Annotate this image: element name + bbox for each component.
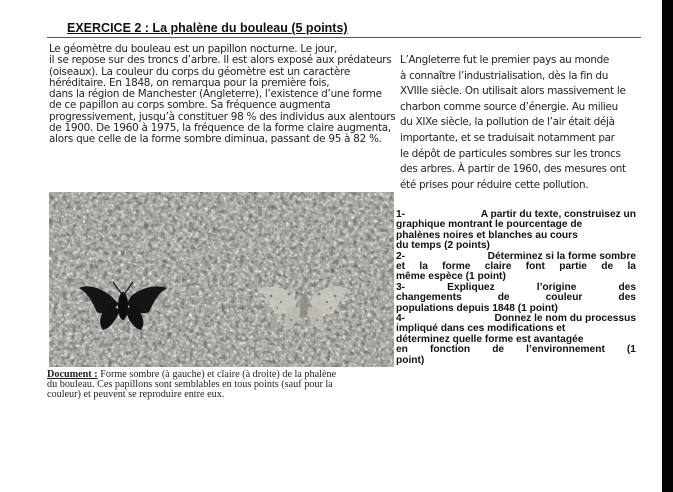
question-line: impliqué dans ces modifications et <box>396 323 566 335</box>
question-word: claire <box>484 261 512 273</box>
history-line: le dépôt de particules sombres sur les troncs <box>400 147 621 160</box>
question-word: partie <box>559 261 587 273</box>
caption-text-1: Forme sombre (à gauche) et claire (à droite) de la phalène <box>97 369 337 380</box>
question-word: forme <box>442 261 471 273</box>
question-line: même espèce (1 point) <box>396 271 506 283</box>
history-line: importante, et se traduisait notamment par <box>400 131 615 144</box>
question-word: 1- <box>396 209 406 220</box>
question-word: et <box>396 261 406 273</box>
question-word: Expliquez <box>447 281 495 293</box>
history-line: L’Angleterre fut le premier pays au monde <box>400 54 610 66</box>
question-word: Déterminez si la forme sombre <box>487 250 636 262</box>
bark-shadows <box>49 192 394 367</box>
question-line: graphique montrant le pourcentage de <box>396 219 583 231</box>
industrial-history-text <box>400 53 633 193</box>
question-line: déterminez quelle forme est avantagée <box>396 333 584 345</box>
intro-line: de ce papillon au corps sombre. Sa fréquence augmenta <box>49 99 331 112</box>
questions-list <box>396 210 636 366</box>
question-line: phalènes noires et blanches au cours <box>396 229 578 241</box>
question-2 <box>396 252 636 283</box>
history-line: du XIXe siècle, la pollution de l’air était déjà <box>400 116 615 129</box>
question-4 <box>396 314 636 366</box>
question-line: point) <box>396 354 425 366</box>
history-line: à connaître l’industrialisation, dès la fin du <box>400 69 608 82</box>
question-3 <box>396 283 636 314</box>
caption-line-2: du bouleau. Ces papillons sont semblables en tous points (sauf pour la <box>47 379 333 391</box>
question-word: la <box>419 261 428 273</box>
question-line <box>396 345 636 355</box>
history-line: des arbres. À partir de 1960, des mesures ont <box>400 163 626 176</box>
question-word: Donnez le nom du processus <box>494 313 636 325</box>
intro-line: progressivement, jusqu’à constituer 98 % des individus aux alentours <box>49 110 396 123</box>
question-word: A partir du texte, construisez un <box>480 209 636 220</box>
history-line: charbon comme source d’énergie. Au milieu <box>400 100 618 113</box>
right-edge-border <box>662 0 673 492</box>
question-word: de <box>497 292 510 304</box>
question-word: (1 <box>626 344 636 356</box>
intro-line: Le géomètre du bouleau est un papillon nocturne. Le jour, <box>49 43 338 55</box>
history-line: XVIIIe siècle. On utilisait alors massivement le <box>400 85 626 98</box>
question-word: l’environnement <box>526 344 605 356</box>
caption-line-3: couleur) et peuvent se reproduire entre eux. <box>47 389 225 401</box>
intro-text <box>49 44 394 146</box>
question-word: couleur <box>545 292 583 304</box>
question-word: fonction <box>429 344 471 356</box>
intro-line: héréditaire. En 1848, on remarqua pour la première fois, <box>49 76 330 89</box>
question-1 <box>396 210 636 252</box>
intro-line: dans la région de Manchester (Angleterre), l’existence d’une forme <box>49 88 382 101</box>
question-line: populations depuis 1848 (1 point) <box>396 302 558 314</box>
moth-photo <box>49 192 394 367</box>
intro-line: (oiseaux). La couleur du corps du géomètre est un caractère <box>49 65 350 78</box>
question-word: 4- <box>396 313 406 325</box>
question-word: l’origine <box>536 281 577 293</box>
document-label: Document : <box>47 369 98 380</box>
question-word: de <box>492 344 505 356</box>
history-line: été prises pour réduire cette pollution. <box>400 178 589 191</box>
question-word: 3- <box>396 281 406 293</box>
intro-line: de 1900. De 1960 à 1975, la fréquence de la forme claire augmenta, <box>49 122 391 135</box>
moth-photo-image <box>49 192 394 367</box>
question-word: des <box>618 281 636 293</box>
question-word: font <box>525 261 545 273</box>
question-word: des <box>618 292 636 304</box>
question-word: en <box>396 344 408 356</box>
intro-line: il se repose sur des troncs d’arbre. Il est alors exposé aux prédateurs <box>49 54 392 67</box>
question-word: 2- <box>396 250 406 262</box>
question-word: changements <box>396 292 462 304</box>
intro-line: alors que celle de la forme sombre diminua, passant de 95 à 82 %. <box>49 133 382 146</box>
question-word: la <box>627 261 636 273</box>
title-underline-rule <box>47 37 641 38</box>
question-line: du temps (2 points) <box>396 240 490 252</box>
question-line <box>396 252 636 262</box>
question-word: de <box>601 261 614 273</box>
exercise-title: EXERCICE 2 : La phalène du bouleau (5 points) <box>67 21 348 35</box>
document-caption <box>47 370 387 401</box>
